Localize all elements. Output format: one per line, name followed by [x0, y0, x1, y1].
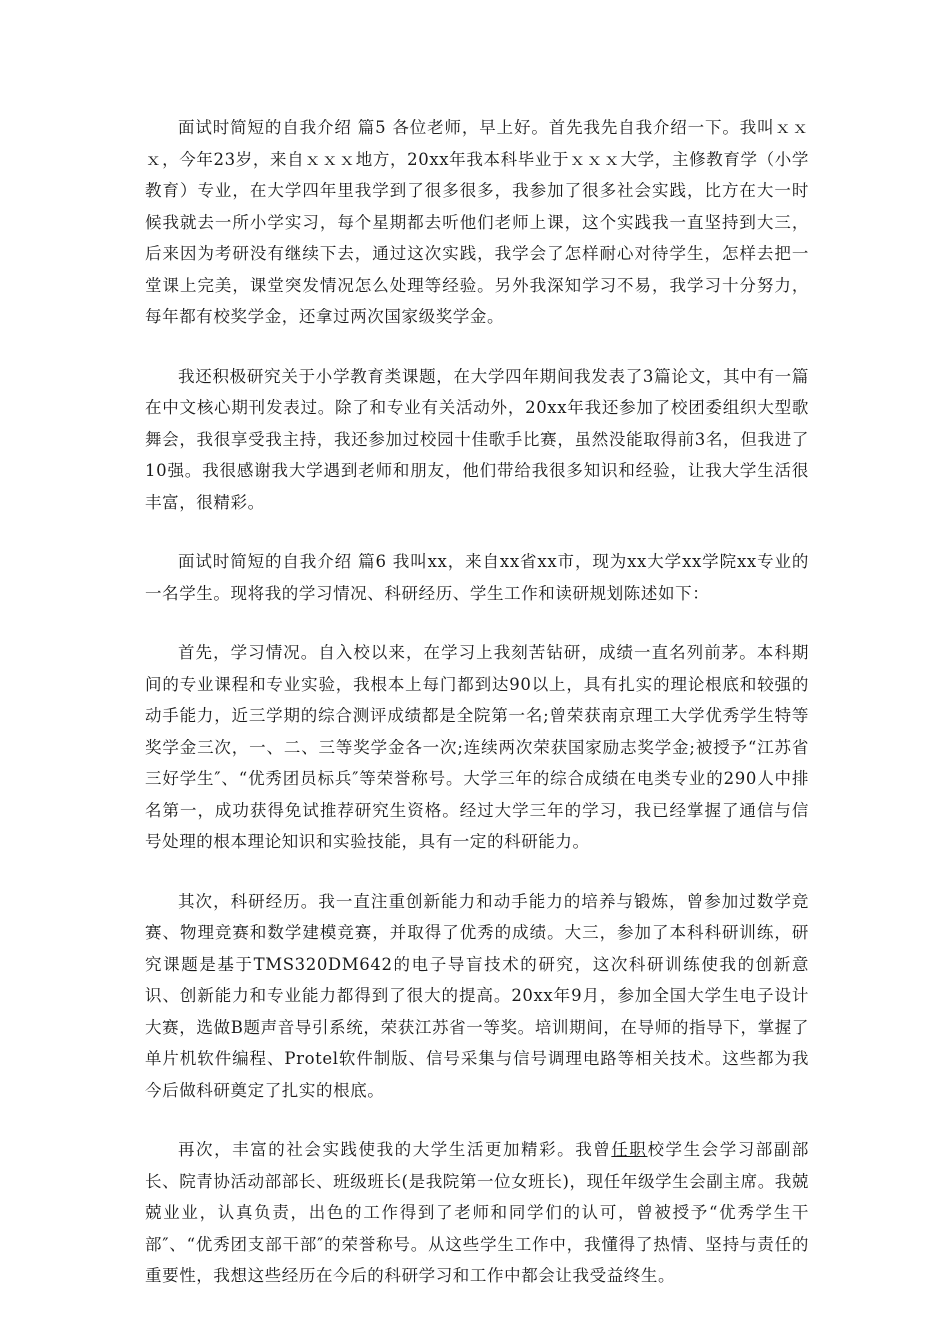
paragraph-intro-5: 面试时简短的自我介绍 篇5 各位老师，早上好。首先我先自我介绍一下。我叫ｘｘｘ，今年23岁，来自ｘｘｘ地方，20xx年我本科毕业于ｘｘｘ大学，主修教育学（小学教育）专业，在大学四年里我学到了很多很多，我参加了很多社会实践，比方在大一时候我就去一所小学实习，每个星期都去听他们老师上课，这个实践我一直坚持到大三，后来因为考研没有继续下去，通过这次实践，我学会了怎样耐心对待学生，怎样去把一堂课上完美，课堂突发情况怎么处理等经验。另外我深知学习不易，我学习十分努力，每年都有校奖学金，还拿过两次国家级奖学金。	[145, 118, 809, 326]
document-body	[145, 112, 809, 1320]
social-practice-text-after: 校学生会学习部副部长、院青协活动部部长、班级班长(是我院第一位女班长)，现任年级学生会副主席。我兢兢业业，认真负责，出色的工作得到了老师和同学们的认可，曾被授予“优秀学生干部″、“优秀团支部干部″的荣誉称号。从这些学生工作中，我懂得了热情、坚持与责任的重要性，我想这些经历在今后的科研学习和工作中都会让我受益终生。	[145, 1140, 810, 1285]
paragraph-research-papers: 我还积极研究关于小学教育类课题，在大学四年期间我发表了3篇论文，其中有一篇在中文核心期刊发表过。除了和专业有关活动外，20xx年我还参加了校团委组织大型歌舞会，我很享受我主持，我还参加过校园十佳歌手比赛，虽然没能取得前3名，但我进了10强。我很感谢我大学遇到老师和朋友，他们带给我很多知识和经验，让我大学生活很丰富，很精彩。	[145, 366, 809, 512]
underlined-term: 任职	[611, 1140, 648, 1159]
social-practice-text-before: 再次，丰富的社会实践使我的大学生活更加精彩。我曾	[178, 1140, 612, 1159]
paragraph-study-situation: 首先，学习情况。自入校以来，在学习上我刻苦钻研，成绩一直名列前茅。本科期间的专业课程和专业实验，我根本上每门都到达90以上，具有扎实的理论根底和较强的动手能力，近三学期的综合测评成绩都是全院第一名;曾荣获南京理工大学优秀学生特等奖学金三次，一、二、三等奖学金各一次;连续两次荣获国家励志奖学金;被授予“江苏省三好学生″、“优秀团员标兵″等荣誉称号。大学三年的综合成绩在电类专业的290人中排名第一，成功获得免试推荐研究生资格。经过大学三年的学习，我已经掌握了通信与信号处理的根本理论知识和实验技能，具有一定的科研能力。	[145, 643, 809, 851]
paragraph-research-experience: 其次，科研经历。我一直注重创新能力和动手能力的培养与锻炼，曾参加过数学竞赛、物理竞赛和数学建模竞赛，并取得了优秀的成绩。大三，参加了本科科研训练，研究课题是基于TMS320DM642的电子导盲技术的研究，这次科研训练使我的创新意识、创新能力和专业能力都得到了很大的提高。20xx年9月，参加全国大学生电子设计大赛，选做B题声音导引系统，荣获江苏省一等奖。培训期间，在导师的指导下，掌握了单片机软件编程、Protel软件制版、信号采集与信号调理电路等相关技术。这些都为我今后做科研奠定了扎实的根底。	[145, 891, 809, 1100]
paragraph-social-practice	[145, 1134, 809, 1292]
paragraph-intro-6: 面试时简短的自我介绍 篇6 我叫xx，来自xx省xx市，现为xx大学xx学院xx专业的一名学生。现将我的学习情况、科研经历、学生工作和读研规划陈述如下：	[145, 552, 809, 603]
